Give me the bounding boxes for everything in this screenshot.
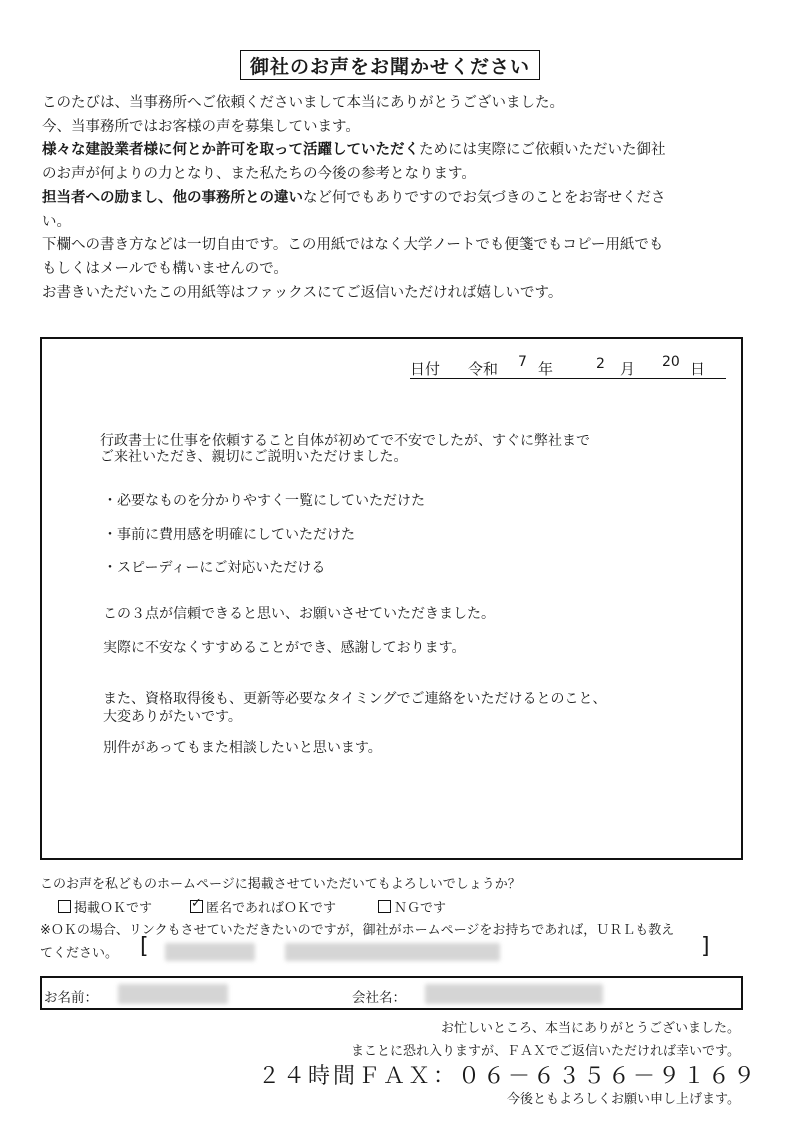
intro-line: 今、当事務所ではお客様の声を募集しています。: [42, 118, 360, 135]
intro-line: い。: [42, 213, 71, 230]
url-bracket-open: [: [140, 934, 149, 959]
footer-thanks: お忙しいところ、本当にありがとうございました。: [440, 1021, 740, 1036]
intro-line: このたびは、当事務所へご依頼くださいまして本当にありがとうございました。: [42, 95, 564, 111]
response-bullet: ・必要なものを分かりやすく一覧にしていただけた: [103, 493, 425, 509]
date-month: 2: [596, 356, 605, 372]
response-text: 大変ありがたいです。: [103, 709, 242, 725]
option-ng[interactable]: [378, 897, 446, 916]
footer-closing: 今後ともよろしくお願い申し上げます。: [507, 1092, 740, 1107]
footer-request: まことに恐れ入りますが、ＦＡＸでご返信いただければ幸いです。: [351, 1044, 740, 1059]
name-label: お名前：: [44, 990, 98, 1006]
option-publish-ok[interactable]: [58, 897, 152, 916]
intro-line: [42, 187, 762, 211]
response-text: 行政書士に仕事を依頼すること自体が初めてで不安でしたが、すぐに弊社まで: [100, 433, 590, 449]
intro-emphasis: 担当者への励まし、他の事務所との違い: [42, 189, 303, 206]
checkbox-ng[interactable]: [378, 900, 391, 913]
response-bullet: ・スピーディーにご対応いただける: [103, 560, 326, 576]
redacted-company: [425, 984, 603, 1004]
url-note: ※ＯＫの場合、リンクもさせていただきたいのですが，御社がホームページをお持ちであれば，ＵＲＬも教え: [40, 923, 675, 938]
company-label: 会社名：: [352, 990, 406, 1006]
redacted-url: [285, 943, 500, 961]
intro-emphasis: 様々な建設業者様に何とか許可を取って活躍していただく: [42, 142, 419, 159]
redacted-name: [118, 984, 228, 1004]
option-label: ＮＧです: [394, 901, 447, 916]
intro-text-span: ためには実際にご依頼いただいた御社: [419, 142, 666, 159]
redacted-url: [165, 943, 255, 961]
response-text: また、資格取得後も、更新等必要なタイミングでご連絡をいただけるとのこと、: [103, 691, 607, 707]
date-year-unit: 年: [538, 360, 554, 378]
date-day: 20: [662, 354, 680, 370]
page-title: 御社のお声をお聞かせください: [240, 50, 540, 80]
intro-line: [42, 139, 762, 163]
checkbox-publish-ok[interactable]: [58, 900, 71, 913]
checkbox-anonymous-ok[interactable]: [190, 900, 203, 913]
permission-question: このお声を私どものホームページに掲載させていただいてもよろしいでしょうか？: [40, 877, 521, 892]
url-note: てください。: [40, 946, 119, 961]
option-anonymous-ok[interactable]: [190, 897, 336, 916]
fax-number: ２４時間ＦＡＸ：０６－６３５６－９１６９: [258, 1064, 759, 1089]
response-box: [40, 337, 743, 860]
response-bullet: ・事前に費用感を明確にしていただけた: [103, 527, 355, 543]
intro-line: もしくはメールでも構いませんので。: [42, 260, 288, 277]
url-bracket-close: ]: [701, 934, 710, 959]
intro-text: [42, 92, 762, 305]
intro-line: 下欄への書き方などは一切自由です。この用紙ではなく大学ノートでも便箋でもコピー用紙でも: [42, 237, 664, 254]
date-label: 日付: [410, 360, 441, 378]
response-text: ご来社いただき、親切にご説明いただけました。: [100, 449, 408, 465]
option-label: 匿名であればＯＫです: [206, 901, 337, 916]
date-line: [410, 354, 726, 379]
response-text: この３点が信頼できると思い、お願いさせていただきました。: [103, 606, 495, 622]
intro-line: のお声が何よりの力となり、また私たちの今後の参考となります。: [42, 166, 476, 183]
intro-line: お書きいただいたこの用紙等はファックスにてご返信いただければ嬉しいです。: [42, 284, 563, 301]
date-era: 令和: [468, 360, 499, 378]
intro-text-span: など何でもありですのでお気づきのことをお寄せくださ: [303, 189, 666, 206]
response-text: 別件があってもまた相談したいと思います。: [103, 740, 382, 756]
date-year: 7: [518, 354, 527, 370]
option-label: 掲載ＯＫです: [74, 901, 153, 916]
response-text: 実際に不安なくすすめることができ、感謝しております。: [103, 640, 466, 656]
date-day-unit: 日: [690, 360, 706, 378]
date-month-unit: 月: [620, 360, 636, 378]
